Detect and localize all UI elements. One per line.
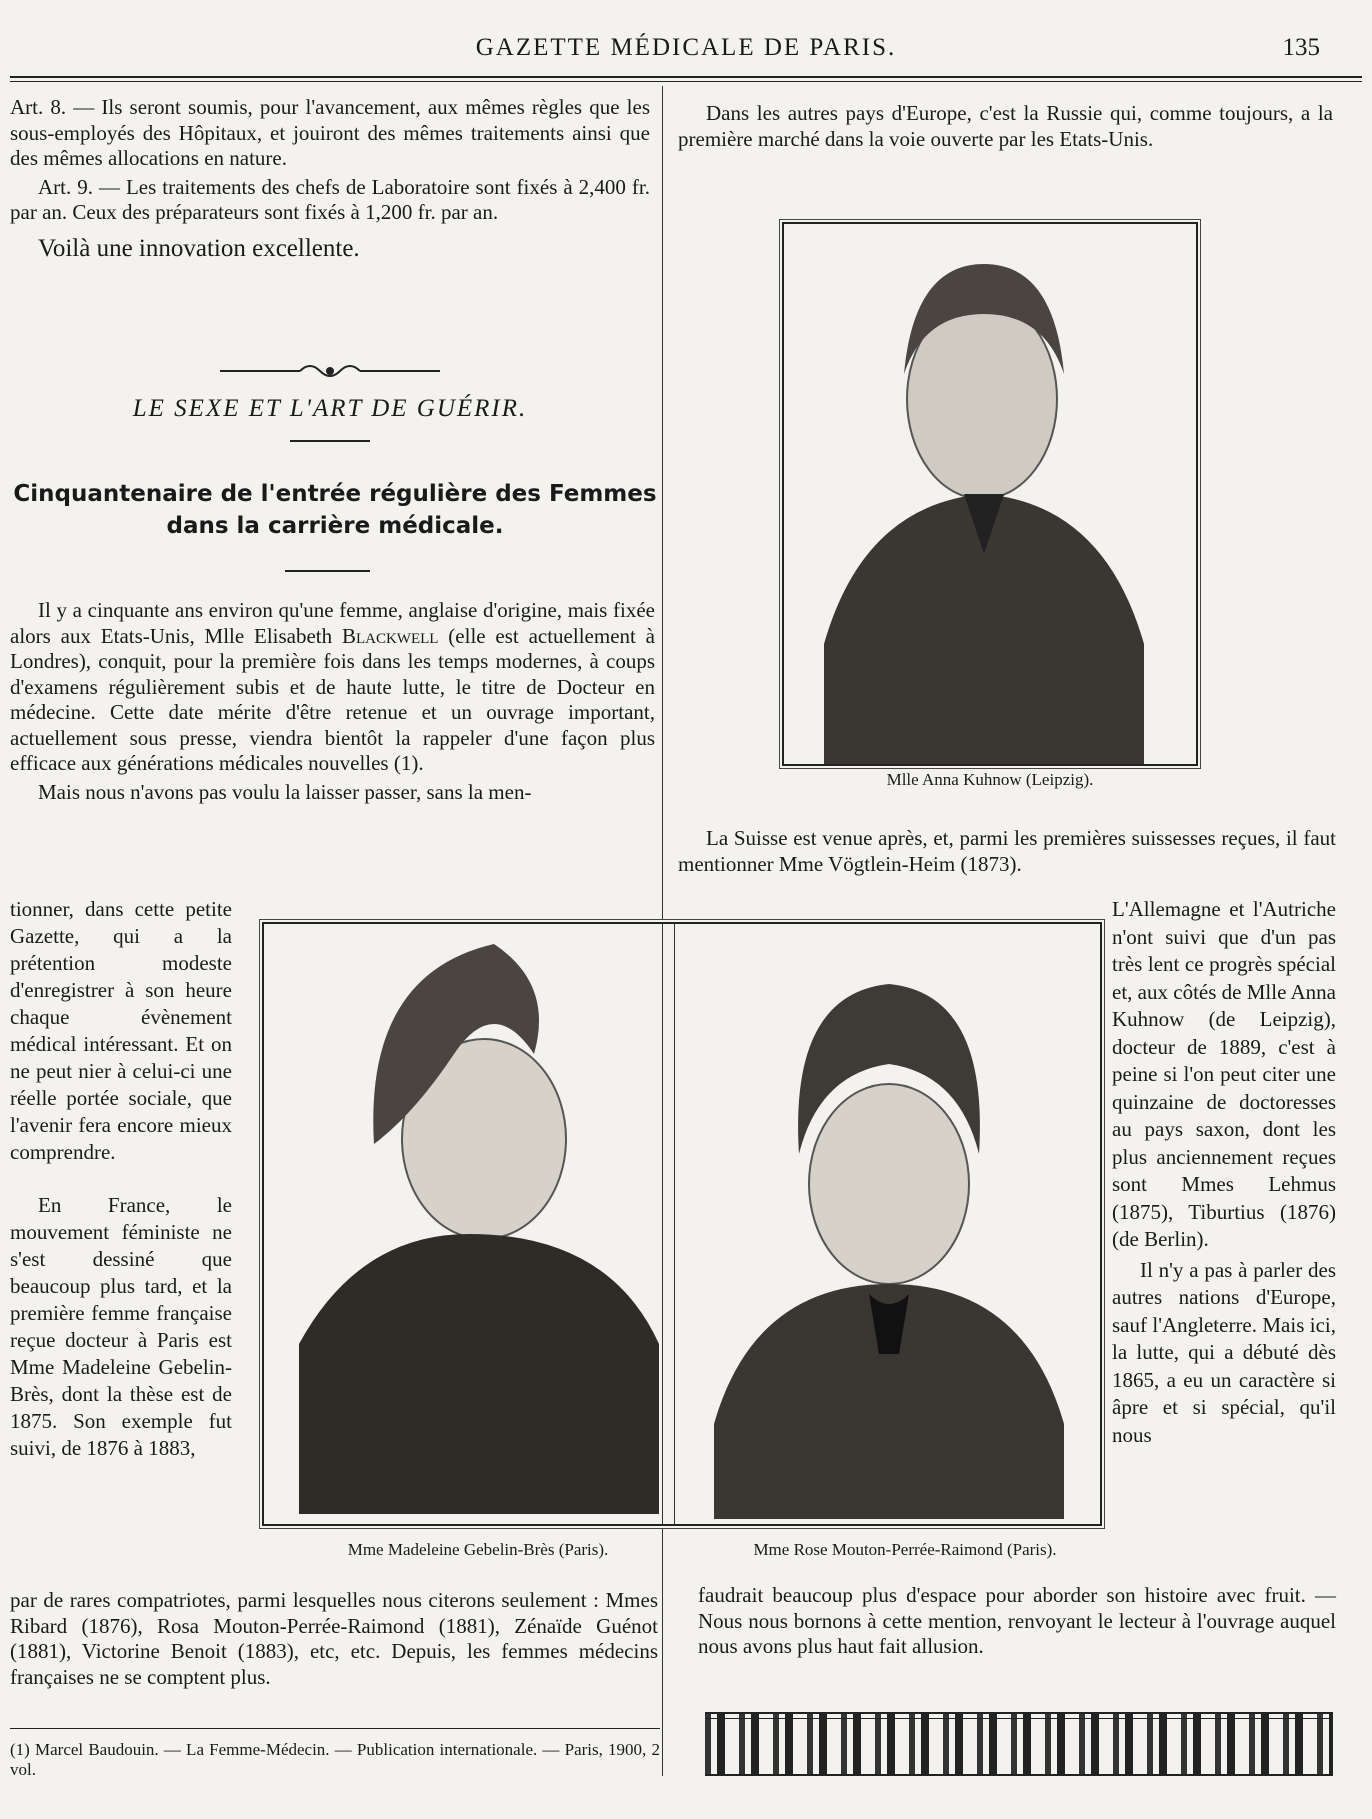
suisse-text: La Suisse est venue après, et, parmi les premières suissesses reçues, il faut mentionner Mme Vögtlein-Heim (1873).: [678, 826, 1336, 876]
caption-kuhnow: Mlle Anna Kuhnow (Leipzig).: [886, 770, 1094, 789]
header-rule-thin: [10, 81, 1362, 82]
paragraph-allemagne: L'Allemagne et l'Autriche n'ont suivi que d'un pas très lent ce progrès spécial et, aux côtés de Mlle Anna Kuhnow (de Leipzig), docteur de 1889, c'est à peine si l'on peut citer une quinzaine de doctoresses au pays saxon, dont les plus anciennement reçues sont Mmes Lehmus (1875), Tiburtius (1876) (de Berlin).: [1112, 897, 1336, 1251]
left-narrow-column: [10, 896, 232, 1465]
paragraph-2-rest: tionner, dans cette petite Gazette, qui a la prétention modeste d'enregistrer à son heure chaque évènement médical intéressant. Et on ne peut nier à celui-ci une réelle portée sociale, que l'avenir fera encore mieux comprendre.: [10, 897, 232, 1164]
decorative-band: [705, 1712, 1333, 1776]
right-narrow-column: [1112, 896, 1336, 1452]
ornament-divider: [220, 360, 440, 382]
paragraph-russie: [678, 101, 1333, 155]
header-rule: [10, 76, 1362, 78]
portrait-mouton-image: [679, 924, 1097, 1524]
article-9: Art. 9. — Les traitements des chefs de Laboratoire sont fixés à 2,400 fr. par an. Ceux des préparateurs sont fixés à 1,200 fr. par an.: [10, 174, 650, 224]
page-number: 135: [1282, 34, 1320, 61]
title-rule: [290, 440, 370, 442]
innovation-remark: Voilà une innovation excellente.: [38, 234, 360, 262]
portrait-divider: [674, 924, 675, 1524]
portrait-kuhnow-image: [784, 224, 1196, 764]
footnote-rule: [10, 1728, 660, 1729]
footnote: (1) Marcel Baudouin. — La Femme-Médecin. — Publication internationale. — Paris, 1900, 2 vol.: [10, 1740, 660, 1779]
paragraph-blackwell: [10, 598, 655, 777]
paragraph-angleterre: Il n'y a pas à parler des autres nations d'Europe, sauf l'Angleterre. Mais ici, la lutte, qui a débuté dès 1865, a eu un caractère si âpre et si spécial, qu'il nous: [1112, 1257, 1336, 1447]
paragraph-france-continued: par de rares compatriotes, parmi lesquelles nous citerons seulement : Mmes Ribard (1876), Rosa Mouton-Perrée-Raimond (1881), Zénaïde Guénot (1881), Victorine Benoit (1883), etc, etc. Depuis, les femmes médecins françaises ne se comptent plus.: [10, 1588, 658, 1689]
left-body: [10, 598, 655, 808]
subtitle-line-2: dans la carrière médicale.: [166, 513, 504, 539]
subtitle-rule: [285, 570, 370, 572]
section-subtitle: [10, 478, 660, 542]
journal-title: GAZETTE MÉDICALE DE PARIS.: [475, 34, 897, 61]
angleterre-continued: faudrait beaucoup plus d'espace pour aborder son histoire avec fruit. — Nous nous bornons à cette mention, renvoyant le lecteur à l'ouvrage auquel nous avons plus haut fait allusion.: [698, 1583, 1336, 1658]
subtitle-line-1: Cinquantenaire de l'entrée régulière des Femmes: [13, 481, 657, 507]
left-column-top: [10, 95, 650, 261]
paragraph-france: En France, le mouvement féministe ne s'est dessiné que beaucoup plus tard, et la première femme française reçue docteur à Paris est Mme Madeleine Gebelin-Brès, dont la thèse est de 1875. Son exemple fut suivi, de 1876 à 1883,: [10, 1193, 232, 1460]
paragraph-suisse: [678, 826, 1336, 880]
portrait-frame-double: [262, 922, 1102, 1526]
section-title: LE SEXE ET L'ART DE GUÉRIR.: [132, 395, 528, 422]
caption-mouton: Mme Rose Mouton-Perrée-Raimond (Paris).: [753, 1540, 1057, 1559]
caption-gebelin: Mme Madeleine Gebelin-Brès (Paris).: [347, 1540, 609, 1559]
russie-text: Dans les autres pays d'Europe, c'est la Russie qui, comme toujours, a la première marché dans la voie ouverte par les Etats-Unis.: [678, 101, 1333, 151]
p1-text-b: (elle est actuellement à Londres), conquit, pour la première fois dans les temps modernes, à coups d'examens régulièrement subis et de haute lutte, le titre de Docteur en médecine. Cette date mérite d'être retenue et un ouvrage important, actuellement sous presse, viendra bientôt la rappeler d'une façon plus efficace aux générations médicales nouvelles (1).: [10, 623, 655, 775]
p1-text-a: Il y a cinquante ans environ qu'une femme, anglaise d'origine, mais fixée alors aux Etats-Unis, Mlle Elisabeth: [10, 598, 655, 648]
portrait-frame-kuhnow: [782, 222, 1198, 766]
name-blackwell: Blackwell: [341, 623, 439, 648]
paragraph-2-first-line: Mais nous n'avons pas voulu la laisser passer, sans la men-: [38, 779, 532, 804]
right-bottom-continued: [698, 1583, 1336, 1663]
portrait-gebelin-image: [264, 924, 669, 1524]
article-8: Art. 8. — Ils seront soumis, pour l'avancement, aux mêmes règles que les sous-employés des Hôpitaux, et jouiront des mêmes traitements ainsi que des mêmes allocations en nature.: [10, 95, 650, 170]
left-bottom-continued: [10, 1588, 658, 1693]
